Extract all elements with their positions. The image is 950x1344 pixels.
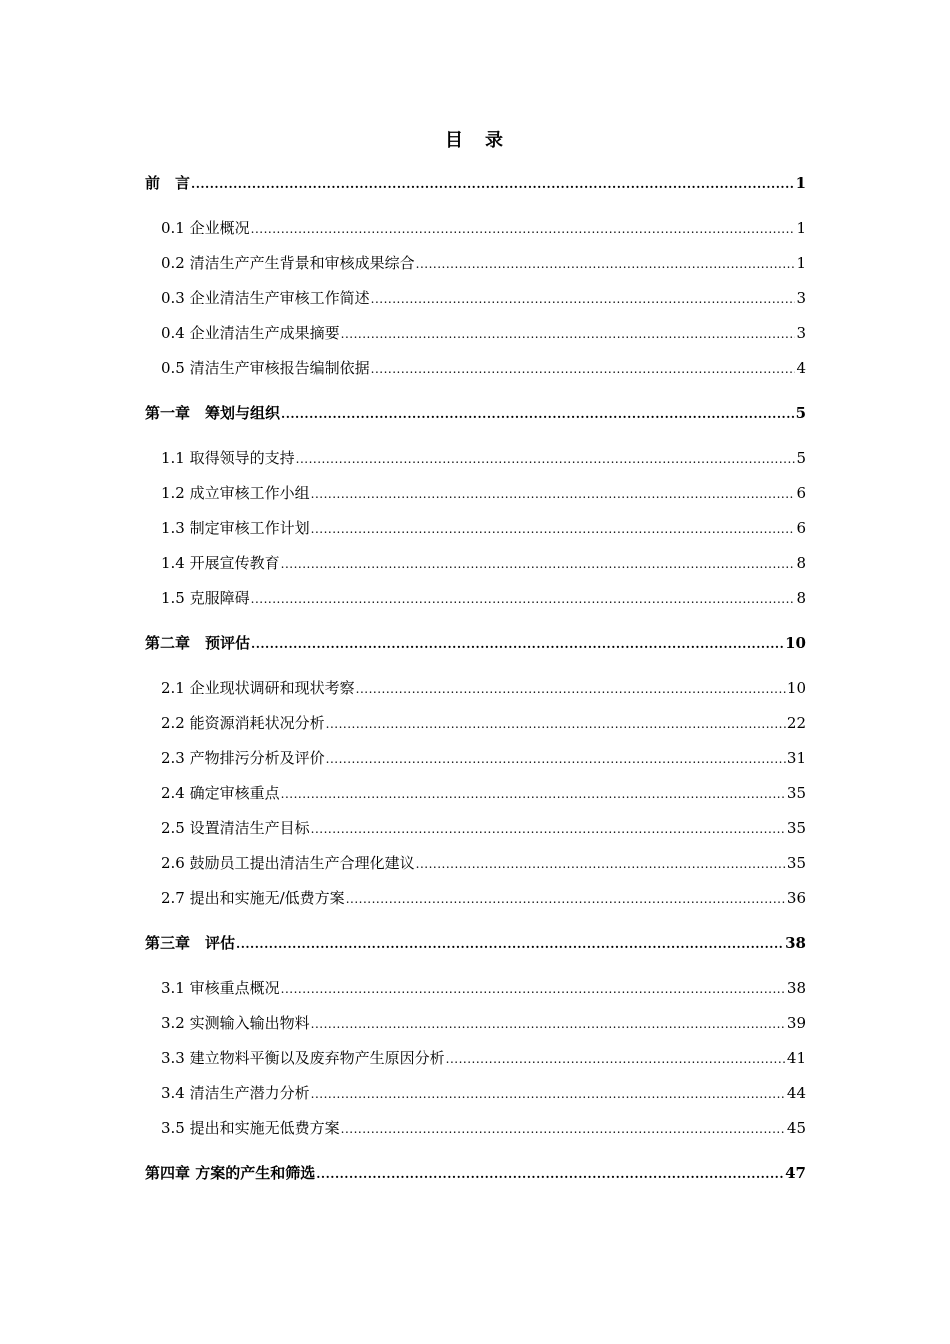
toc-entry-label: 3.5 提出和实施无低费方案 [161,1119,340,1137]
dot-leader [281,783,786,805]
toc-entry-label: 2.5 设置清洁生产目标 [161,819,310,837]
toc-entry-page: 39 [786,1014,806,1032]
dot-leader [251,633,784,655]
toc-entry-label: 0.5 清洁生产审核报告编制依据 [161,359,370,377]
toc-entry-label: 2.7 提出和实施无/低费方案 [161,889,345,907]
toc-entry[interactable] [161,1117,806,1139]
toc-entry[interactable] [145,402,806,424]
toc-entry-page: 8 [796,589,806,607]
dot-leader [311,1013,786,1035]
toc-entry-label: 前 言 [145,174,191,192]
toc-entry[interactable] [161,322,806,344]
toc-entry[interactable] [145,1162,806,1184]
toc-entry-label: 第一章 筹划与组织 [145,404,281,422]
toc-entry-page: 8 [796,554,806,572]
toc-entry-page: 35 [786,784,806,802]
dot-leader [416,853,786,875]
toc-entry[interactable] [161,287,806,309]
toc-entry-page: 41 [786,1049,806,1067]
dot-leader [311,483,796,505]
dot-leader [251,218,796,240]
toc-entry-page: 1 [796,254,806,272]
toc-entry[interactable] [161,852,806,874]
toc-entry-label: 0.4 企业清洁生产成果摘要 [161,324,340,342]
toc-entry[interactable] [161,587,806,609]
toc-entry-label: 第四章 方案的产生和筛选 [145,1164,316,1182]
toc-entry-page: 45 [786,1119,806,1137]
toc-entry[interactable] [161,782,806,804]
toc-entry[interactable] [161,747,806,769]
toc-entry-label: 2.6 鼓励员工提出清洁生产合理化建议 [161,854,415,872]
toc-entry-page: 38 [785,934,806,952]
toc-entry-page: 44 [786,1084,806,1102]
toc-entry[interactable] [161,1047,806,1069]
toc-entry-label: 1.2 成立审核工作小组 [161,484,310,502]
dot-leader [296,448,796,470]
toc-entry[interactable] [161,217,806,239]
toc-entry-label: 2.4 确定审核重点 [161,784,280,802]
dot-leader [281,978,786,1000]
toc-entry-page: 10 [785,634,806,652]
dot-leader [346,888,786,910]
toc-entry-page: 35 [786,854,806,872]
toc-entry-label: 第二章 预评估 [145,634,251,652]
toc-entry-label: 0.3 企业清洁生产审核工作简述 [161,289,370,307]
toc-entry[interactable] [161,977,806,999]
toc-entry[interactable] [161,447,806,469]
dot-leader [316,1163,784,1185]
toc-entry-page: 6 [796,519,806,537]
toc-entry-page: 3 [796,324,806,342]
toc-entry[interactable] [145,172,806,194]
toc-entry-label: 1.5 克服障碍 [161,589,250,607]
toc-entry-page: 1 [796,219,806,237]
toc-entry-label: 1.3 制定审核工作计划 [161,519,310,537]
toc-entry[interactable] [161,1082,806,1104]
toc-entry[interactable] [161,887,806,909]
dot-leader [326,713,786,735]
toc-entry[interactable] [161,677,806,699]
toc-entry-page: 4 [796,359,806,377]
dot-leader [326,748,786,770]
toc-entry[interactable] [161,252,806,274]
toc-entry[interactable] [145,932,806,954]
toc-entry-label: 2.2 能资源消耗状况分析 [161,714,325,732]
toc-entry-label: 3.3 建立物料平衡以及废弃物产生原因分析 [161,1049,445,1067]
toc-entry-page: 38 [786,979,806,997]
dot-leader [236,933,784,955]
toc-entry[interactable] [161,817,806,839]
toc-entry[interactable] [161,1012,806,1034]
toc-entry-page: 31 [786,749,806,767]
dot-leader [281,553,796,575]
toc-title: 目 录 [445,130,505,151]
dot-leader [311,818,786,840]
toc-entry[interactable] [161,517,806,539]
dot-leader [371,358,796,380]
toc-entry-label: 0.2 清洁生产产生背景和审核成果综合 [161,254,415,272]
toc-entry-label: 3.4 清洁生产潜力分析 [161,1084,310,1102]
dot-leader [341,323,796,345]
toc-entry-page: 36 [786,889,806,907]
toc-entry-page: 35 [786,819,806,837]
toc-entry-label: 0.1 企业概况 [161,219,250,237]
toc-entry-page: 47 [785,1164,806,1182]
dot-leader [416,253,796,275]
toc-entry[interactable] [161,552,806,574]
toc-entry-page: 3 [796,289,806,307]
toc-entry-page: 6 [796,484,806,502]
toc-entry[interactable] [161,712,806,734]
toc-entry[interactable] [161,482,806,504]
dot-leader [341,1118,786,1140]
dot-leader [311,1083,786,1105]
dot-leader [446,1048,786,1070]
toc-entry-label: 2.1 企业现状调研和现状考察 [161,679,355,697]
toc-entry[interactable] [161,357,806,379]
toc-entry-label: 3.1 审核重点概况 [161,979,280,997]
toc-entry-page: 10 [786,679,806,697]
toc-entry-label: 第三章 评估 [145,934,236,952]
toc-entry-label: 3.2 实测输入输出物料 [161,1014,310,1032]
toc-entry-label: 1.4 开展宣传教育 [161,554,280,572]
dot-leader [191,173,795,195]
toc-entry-page: 5 [796,449,806,467]
toc-entry-page: 22 [786,714,806,732]
dot-leader [356,678,786,700]
dot-leader [251,588,796,610]
toc-entry[interactable] [145,632,806,654]
dot-leader [371,288,796,310]
dot-leader [311,518,796,540]
toc-entry-page: 1 [795,174,806,192]
toc-entry-label: 2.3 产物排污分析及评价 [161,749,325,767]
dot-leader [281,403,795,425]
toc-entry-label: 1.1 取得领导的支持 [161,449,295,467]
toc-entry-page: 5 [795,404,806,422]
